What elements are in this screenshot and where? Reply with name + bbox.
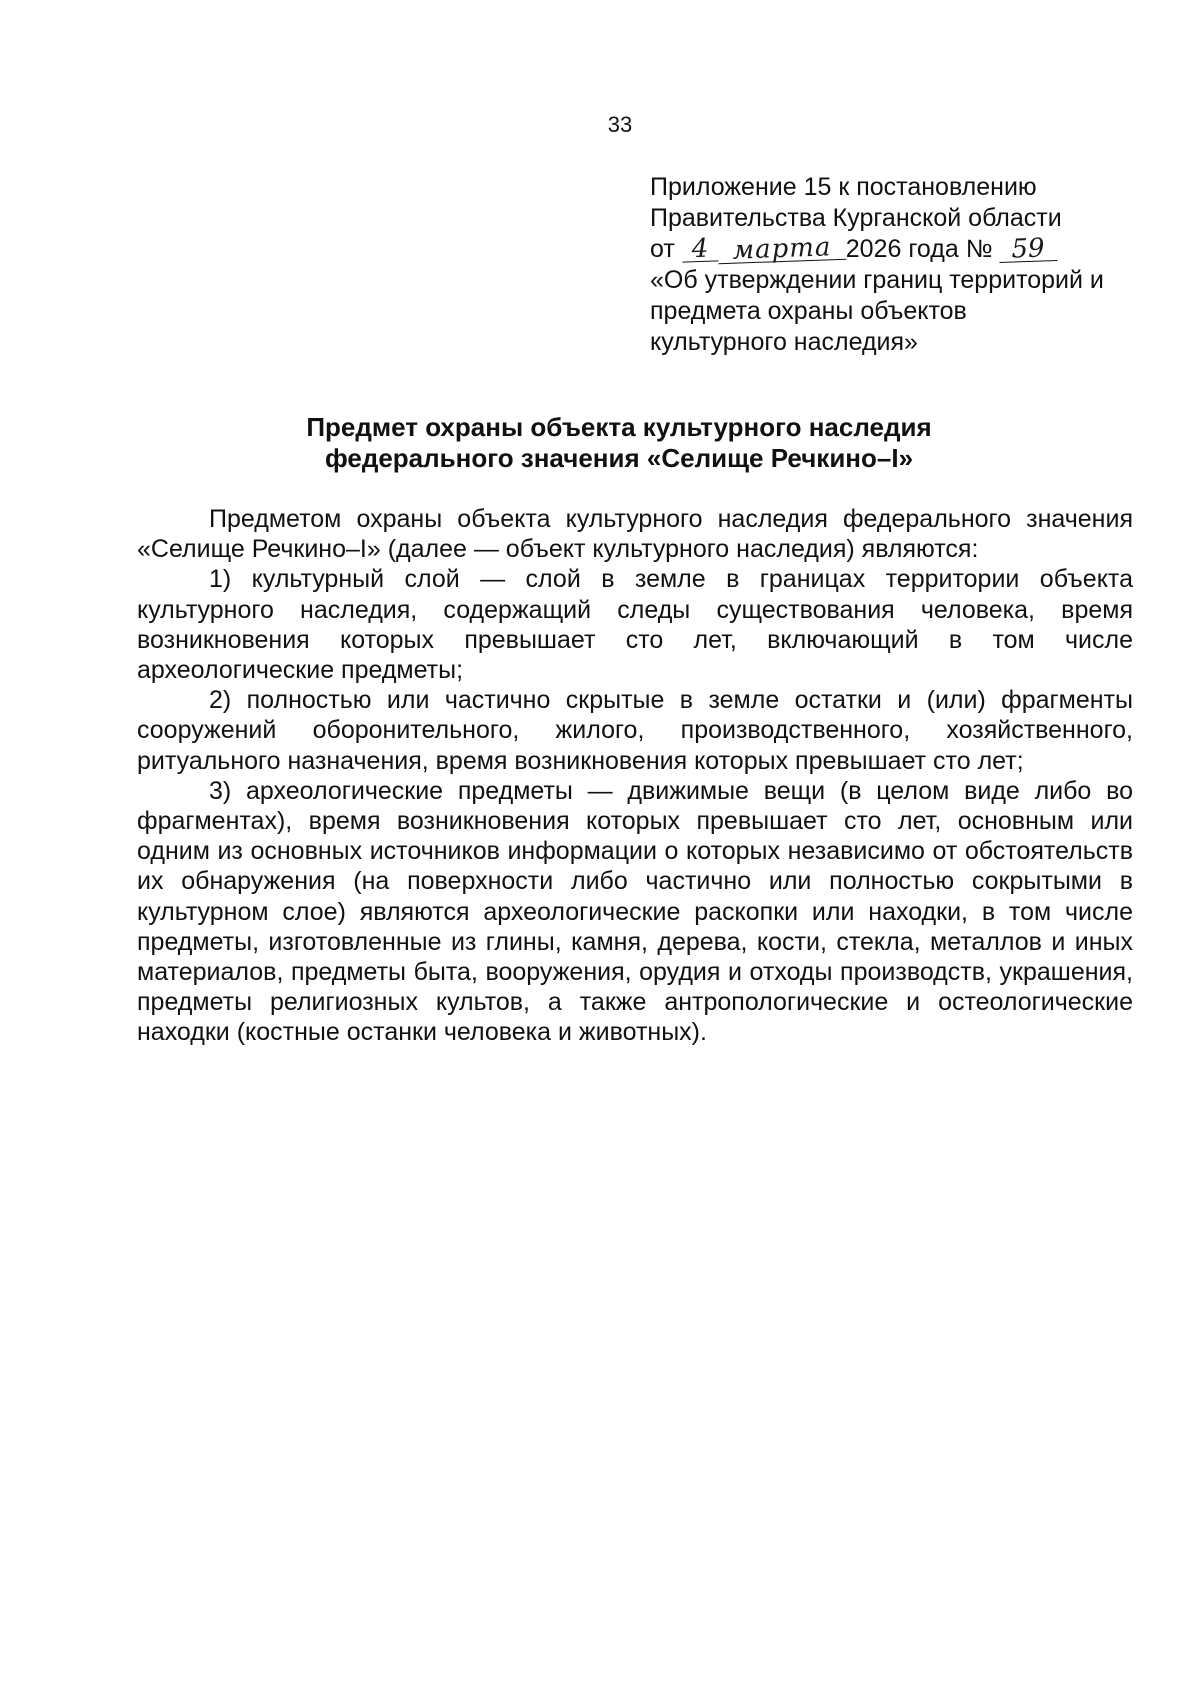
appendix-line-6: культурного наследия» [650, 328, 918, 356]
from-label: от [650, 235, 675, 263]
year-text: 2026 года № [845, 235, 993, 263]
handwritten-day: 4 [681, 236, 718, 262]
appendix-line-1: Приложение 15 к постановлению [650, 173, 1037, 201]
appendix-line-2: Правительства Курганской области [650, 204, 1062, 232]
document-title [0, 412, 1200, 474]
list-item-1: 1) культурный слой — слой в земле в границах территории объекта культурного наследия, содержащий следы существования человека, время возникновения которых превышает сто лет, включающий в том числе археологические предметы; [137, 565, 1133, 685]
title-line-1: Предмет охраны объекта культурного наследия [306, 412, 932, 442]
appendix-date-line [650, 234, 1150, 265]
page-number: 33 [607, 112, 633, 137]
handwritten-doc-number: 59 [999, 236, 1058, 263]
list-item-3: 3) археологические предметы — движимые вещи (в целом виде либо во фрагментах), время возникновения которых превышает сто лет, основным или одним из основных источников информации о которых независимо от обстоятельств их обнаружения (на поверхности либо частично или полностью сокрытыми в культурном слое) являются археологические раскопки или находки, в том числе предметы, изготовленные из глины, камня, дерева, кости, стекла, металлов и иных материалов, предметы быта, вооружения, орудия и отходы производств, украшения, предметы религиозных культов, а также антропологические и остеологические находки (костные останки человека и животных). [137, 776, 1133, 1047]
appendix-line-5: предмета охраны объектов [650, 297, 967, 325]
appendix-line-4: «Об утверждении границ территорий и [650, 266, 1104, 294]
intro-paragraph: Предметом охраны объекта культурного наследия федерального значения «Селище Речкино–I» (далее — объект культурного наследия) являются: [137, 505, 1133, 564]
document-body [137, 504, 1133, 1048]
list-item-2: 2) полностью или частично скрытые в земле остатки и (или) фрагменты сооружений оборонительного, жилого, производственного, хозяйственного, ритуального назначения, время возникновения которых превышает сто лет; [137, 686, 1133, 775]
appendix-header [650, 172, 1150, 358]
title-line-2: федерального значения «Селище Речкино–I» [324, 443, 914, 473]
handwritten-month: марта [717, 235, 846, 264]
